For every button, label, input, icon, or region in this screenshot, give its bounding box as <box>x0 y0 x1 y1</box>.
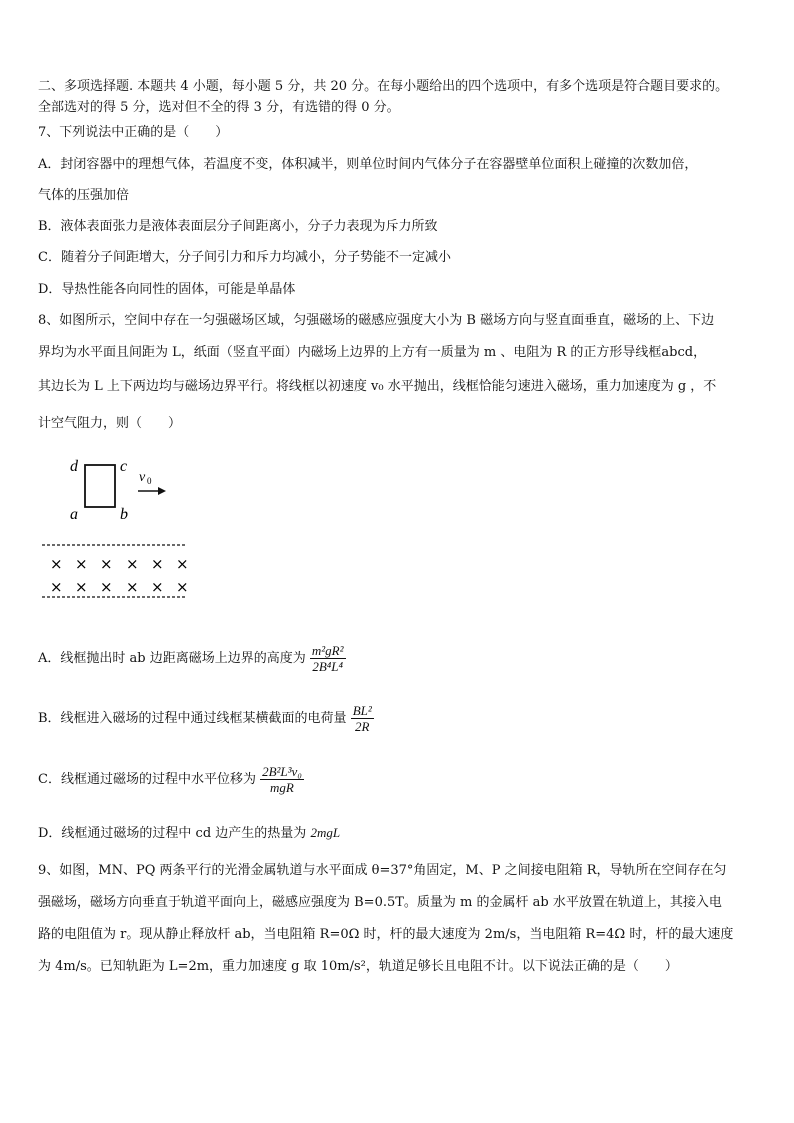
q8-stem-line3: 其边长为 L 上下两边均与磁场边界平行。将线框以初速度 v₀ 水平抛出，线框恰能匀速进入磁场，重力加速度为 g ，不 <box>38 379 717 394</box>
q8-option-b-text: B．线框进入磁场的过程中通过线框某横截面的电荷量 <box>38 711 347 726</box>
label-c: c <box>120 458 128 475</box>
q8-option-c-text: C．线框通过磁场的过程中水平位移为 <box>38 772 256 787</box>
magnetic-field-crosses <box>50 555 189 596</box>
section-heading-line2: 全部选对的得 5 分，选对但不全的得 3 分，有选错的得 0 分。 <box>38 100 400 115</box>
svg-text:×: × <box>176 555 189 573</box>
q8-option-d <box>38 824 340 843</box>
q9-stem-line3: 路的电阻值为 r。现从静止释放杆 ab，当电阻箱 R=0Ω 时，杆的最大速度为 2m/s，当电阻箱 R=4Ω 时，杆的最大速度 <box>38 927 734 942</box>
q8-option-a-fraction: $\frac{\text{m²gR²}}{\text{2B⁴L⁴}}$ <box>311 643 344 674</box>
svg-text:×: × <box>176 578 189 596</box>
q7-stem: 7、下列说法中正确的是（ ） <box>38 125 229 140</box>
q8-option-b <box>38 702 374 736</box>
svg-text:×: × <box>50 578 63 596</box>
q8-option-d-text: D．线框通过磁场的过程中 cd 边产生的热量为 <box>38 826 307 841</box>
svg-text:×: × <box>151 578 164 596</box>
q8-option-c-fraction: $\frac{\text{2B²L³v₀}}{\text{mgR}}$ <box>262 764 302 795</box>
q7-option-a: A．封闭容器中的理想气体，若温度不变，体积减半，则单位时间内气体分子在容器壁单位面积上碰撞的次数加倍， <box>38 157 698 172</box>
q7-option-c: C．随着分子间距增大，分子间引力和斥力均减小，分子势能不一定减小 <box>38 250 451 265</box>
label-b: b <box>120 506 128 523</box>
velocity-arrow-icon <box>138 487 166 495</box>
q8-figure <box>40 455 210 605</box>
q8-option-a <box>38 642 346 676</box>
svg-text:×: × <box>75 578 88 596</box>
svg-text:×: × <box>75 555 88 573</box>
q8-option-c <box>38 763 304 797</box>
svg-text:×: × <box>50 555 63 573</box>
svg-text:×: × <box>126 578 139 596</box>
svg-text:×: × <box>100 555 113 573</box>
wire-frame <box>85 465 115 507</box>
q8-stem-line2: 界均为水平面且间距为 L，纸面（竖直平面）内磁场上边界的上方有一质量为 m 、电阻为 R 的正方形导线框abcd， <box>38 345 707 360</box>
q8-option-d-expression: 2mgL <box>310 825 341 840</box>
q9-stem-line2: 强磁场，磁场方向垂直于轨道平面向上，磁感应强度为 B=0.5T。质量为 m 的金属杆 ab 水平放置在轨道上，其接入电 <box>38 895 722 910</box>
section-heading-line1: 二、多项选择题. 本题共 4 小题，每小题 5 分，共 20 分。在每小题给出的四个选项中，有多个选项是符合题目要求的。 <box>38 79 729 94</box>
q8-stem-line4: 计空气阻力，则（ ） <box>38 416 182 431</box>
q7-option-d: D．导热性能各向同性的固体，可能是单晶体 <box>38 282 296 297</box>
label-a: a <box>70 506 78 523</box>
label-d: d <box>70 458 78 475</box>
q9-stem-line4: 为 4m/s。已知轨距为 L=2m，重力加速度 g 取 10m/s²，轨道足够长且电阻不计。以下说法正确的是（ ） <box>38 959 678 974</box>
label-v0-subscript: 0 <box>147 476 152 486</box>
q7-option-b: B．液体表面张力是液体表面层分子间距离小，分子力表现为斥力所致 <box>38 219 438 234</box>
svg-text:×: × <box>151 555 164 573</box>
label-v0: v <box>139 470 146 485</box>
q8-stem-line1: 8、如图所示，空间中存在一匀强磁场区域，匀强磁场的磁感应强度大小为 B 磁场方向与竖直面垂直，磁场的上、下边 <box>38 313 715 328</box>
svg-text:×: × <box>100 578 113 596</box>
q8-option-a-text: A．线框抛出时 ab 边距离磁场上边界的高度为 <box>38 651 306 666</box>
q7-option-a-cont: 气体的压强加倍 <box>38 188 130 203</box>
q8-option-b-fraction: $\frac{\text{BL²}}{2R}$ <box>352 703 372 734</box>
q9-stem-line1: 9、如图，MN、PQ 两条平行的光滑金属轨道与水平面成 θ=37°角固定，M、P 之间接电阻箱 R，导轨所在空间存在匀 <box>38 863 727 878</box>
svg-text:×: × <box>126 555 139 573</box>
